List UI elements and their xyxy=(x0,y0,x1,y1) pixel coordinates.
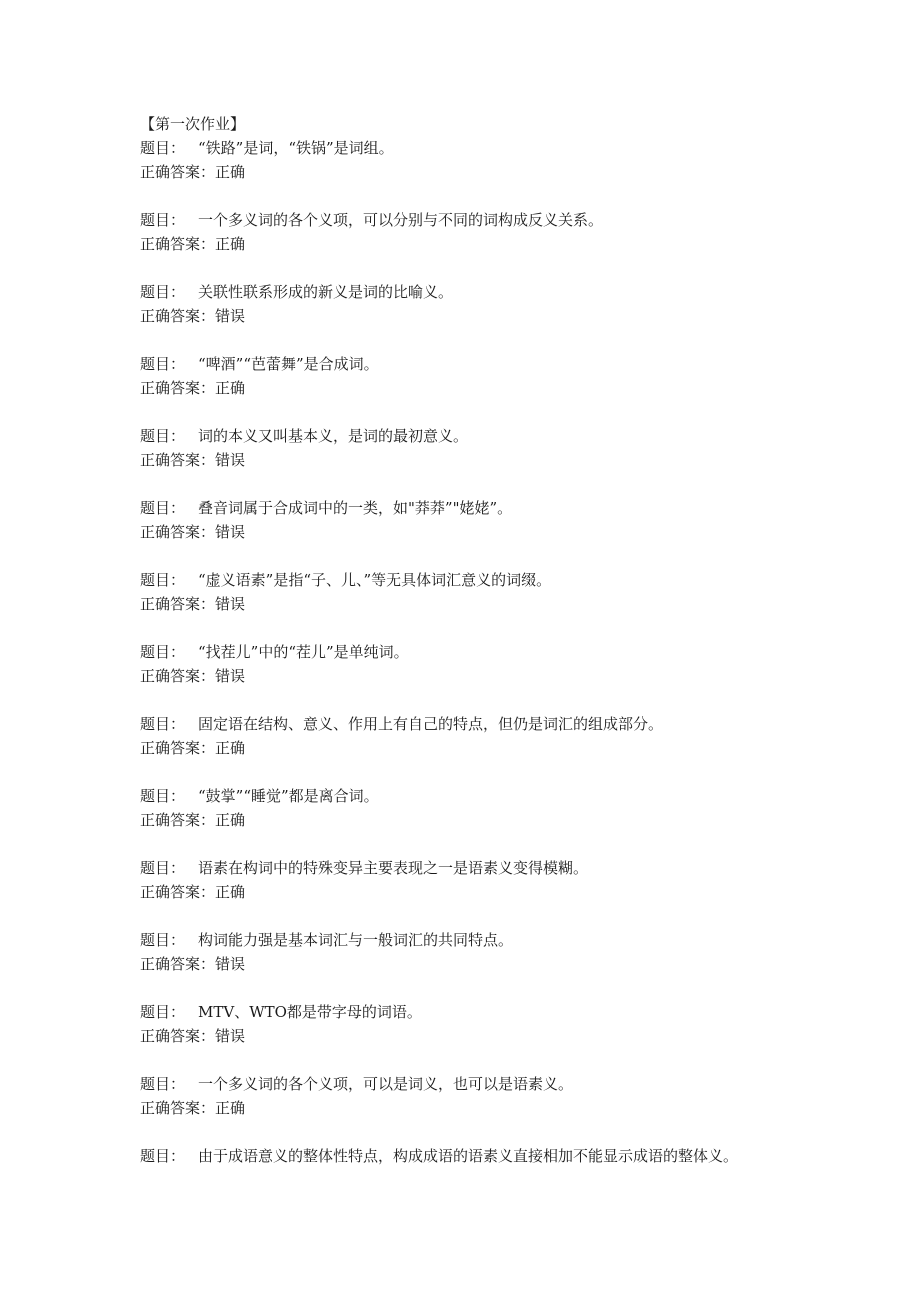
answer-value: 错误 xyxy=(215,955,246,973)
question-item xyxy=(140,568,860,640)
question-label: 题目： xyxy=(140,427,186,445)
question-text: 语素在构词中的特殊变异主要表现之一是语素义变得模糊。 xyxy=(198,859,589,877)
answer-line xyxy=(140,448,860,472)
answer-label: 正确答案： xyxy=(140,811,216,829)
answer-value: 错误 xyxy=(215,451,246,469)
question-line xyxy=(140,568,860,592)
answer-value: 错误 xyxy=(215,595,246,613)
answer-label: 正确答案： xyxy=(140,1099,216,1117)
answer-value: 错误 xyxy=(215,307,246,325)
answer-line xyxy=(140,304,860,328)
answer-line xyxy=(140,232,860,256)
question-item xyxy=(140,1000,860,1072)
answer-value: 错误 xyxy=(215,667,246,685)
question-text: “虚义语素”是指“子、儿、”等无具体词汇意义的词缀。 xyxy=(198,571,552,589)
question-line xyxy=(140,928,860,952)
answer-line xyxy=(140,592,860,616)
question-text: 关联性联系形成的新义是词的比喻义。 xyxy=(198,283,454,301)
question-line xyxy=(140,856,860,880)
question-line xyxy=(140,712,860,736)
question-line xyxy=(140,280,860,304)
question-item xyxy=(140,496,860,568)
question-text: “找茬儿”中的“茬儿”是单纯词。 xyxy=(198,643,409,661)
answer-label: 正确答案： xyxy=(140,1027,216,1045)
question-label: 题目： xyxy=(140,139,186,157)
answer-value: 正确 xyxy=(215,1099,246,1117)
question-line xyxy=(140,496,860,520)
answer-label: 正确答案： xyxy=(140,307,216,325)
question-label: 题目： xyxy=(140,355,186,373)
question-label: 题目： xyxy=(140,1147,186,1165)
answer-value: 正确 xyxy=(215,163,246,181)
question-list xyxy=(140,136,860,1216)
answer-label: 正确答案： xyxy=(140,235,216,253)
question-label: 题目： xyxy=(140,715,186,733)
question-text: 一个多义词的各个义项，可以是词义，也可以是语素义。 xyxy=(198,1075,574,1093)
answer-label: 正确答案： xyxy=(140,451,216,469)
answer-line xyxy=(140,520,860,544)
answer-label: 正确答案： xyxy=(140,667,216,685)
question-item xyxy=(140,784,860,856)
answer-line xyxy=(140,160,860,184)
answer-value: 正确 xyxy=(215,811,246,829)
question-text: 构词能力强是基本词汇与一般词汇的共同特点。 xyxy=(198,931,514,949)
question-line xyxy=(140,352,860,376)
question-line xyxy=(140,1072,860,1096)
question-label: 题目： xyxy=(140,1075,186,1093)
answer-label: 正确答案： xyxy=(140,163,216,181)
question-text: 一个多义词的各个义项，可以分别与不同的词构成反义关系。 xyxy=(198,211,604,229)
question-line xyxy=(140,1144,860,1168)
question-line xyxy=(140,784,860,808)
answer-value: 正确 xyxy=(215,739,246,757)
question-item xyxy=(140,928,860,1000)
question-text: 固定语在结构、意义、作用上有自己的特点，但仍是词汇的组成部分。 xyxy=(198,715,664,733)
document-page xyxy=(140,112,860,1216)
question-text: “铁路”是词，“铁锅”是词组。 xyxy=(198,139,394,157)
question-label: 题目： xyxy=(140,643,186,661)
answer-value: 正确 xyxy=(215,379,246,397)
question-label: 题目： xyxy=(140,859,186,877)
answer-value: 错误 xyxy=(215,1027,246,1045)
question-text: MTV、WTO都是带字母的词语。 xyxy=(198,1003,422,1021)
question-label: 题目： xyxy=(140,931,186,949)
answer-line xyxy=(140,1024,860,1048)
question-label: 题目： xyxy=(140,1003,186,1021)
answer-label: 正确答案： xyxy=(140,379,216,397)
question-item xyxy=(140,424,860,496)
question-label: 题目： xyxy=(140,211,186,229)
question-line xyxy=(140,1000,860,1024)
answer-value: 正确 xyxy=(215,883,246,901)
question-item xyxy=(140,856,860,928)
question-item xyxy=(140,280,860,352)
answer-label: 正确答案： xyxy=(140,739,216,757)
question-line xyxy=(140,208,860,232)
answer-line xyxy=(140,880,860,904)
answer-line xyxy=(140,664,860,688)
question-text: 叠音词属于合成词中的一类，如"莽莽”"姥姥”。 xyxy=(198,499,513,517)
question-line xyxy=(140,424,860,448)
answer-label: 正确答案： xyxy=(140,955,216,973)
document-title: 【第一次作业】 xyxy=(140,115,246,133)
answer-line xyxy=(140,736,860,760)
question-item xyxy=(140,208,860,280)
question-line xyxy=(140,640,860,664)
answer-line xyxy=(140,952,860,976)
answer-value: 错误 xyxy=(215,523,246,541)
question-item xyxy=(140,640,860,712)
answer-line xyxy=(140,1096,860,1120)
question-item xyxy=(140,136,860,208)
question-text: “啤酒”“芭蕾舞”是合成词。 xyxy=(198,355,379,373)
answer-label: 正确答案： xyxy=(140,883,216,901)
question-item xyxy=(140,352,860,424)
answer-label: 正确答案： xyxy=(140,595,216,613)
answer-value: 正确 xyxy=(215,235,246,253)
question-text: 词的本义又叫基本义，是词的最初意义。 xyxy=(198,427,469,445)
question-item xyxy=(140,1144,860,1216)
answer-line xyxy=(140,808,860,832)
question-line xyxy=(140,136,860,160)
answer-line xyxy=(140,376,860,400)
question-text: 由于成语意义的整体性特点，构成成语的语素义直接相加不能显示成语的整体义。 xyxy=(198,1147,739,1165)
answer-label: 正确答案： xyxy=(140,523,216,541)
question-item xyxy=(140,1072,860,1144)
question-label: 题目： xyxy=(140,787,186,805)
question-label: 题目： xyxy=(140,571,186,589)
question-label: 题目： xyxy=(140,283,186,301)
question-label: 题目： xyxy=(140,499,186,517)
question-item xyxy=(140,712,860,784)
question-text: “鼓掌”“睡觉”都是离合词。 xyxy=(198,787,379,805)
